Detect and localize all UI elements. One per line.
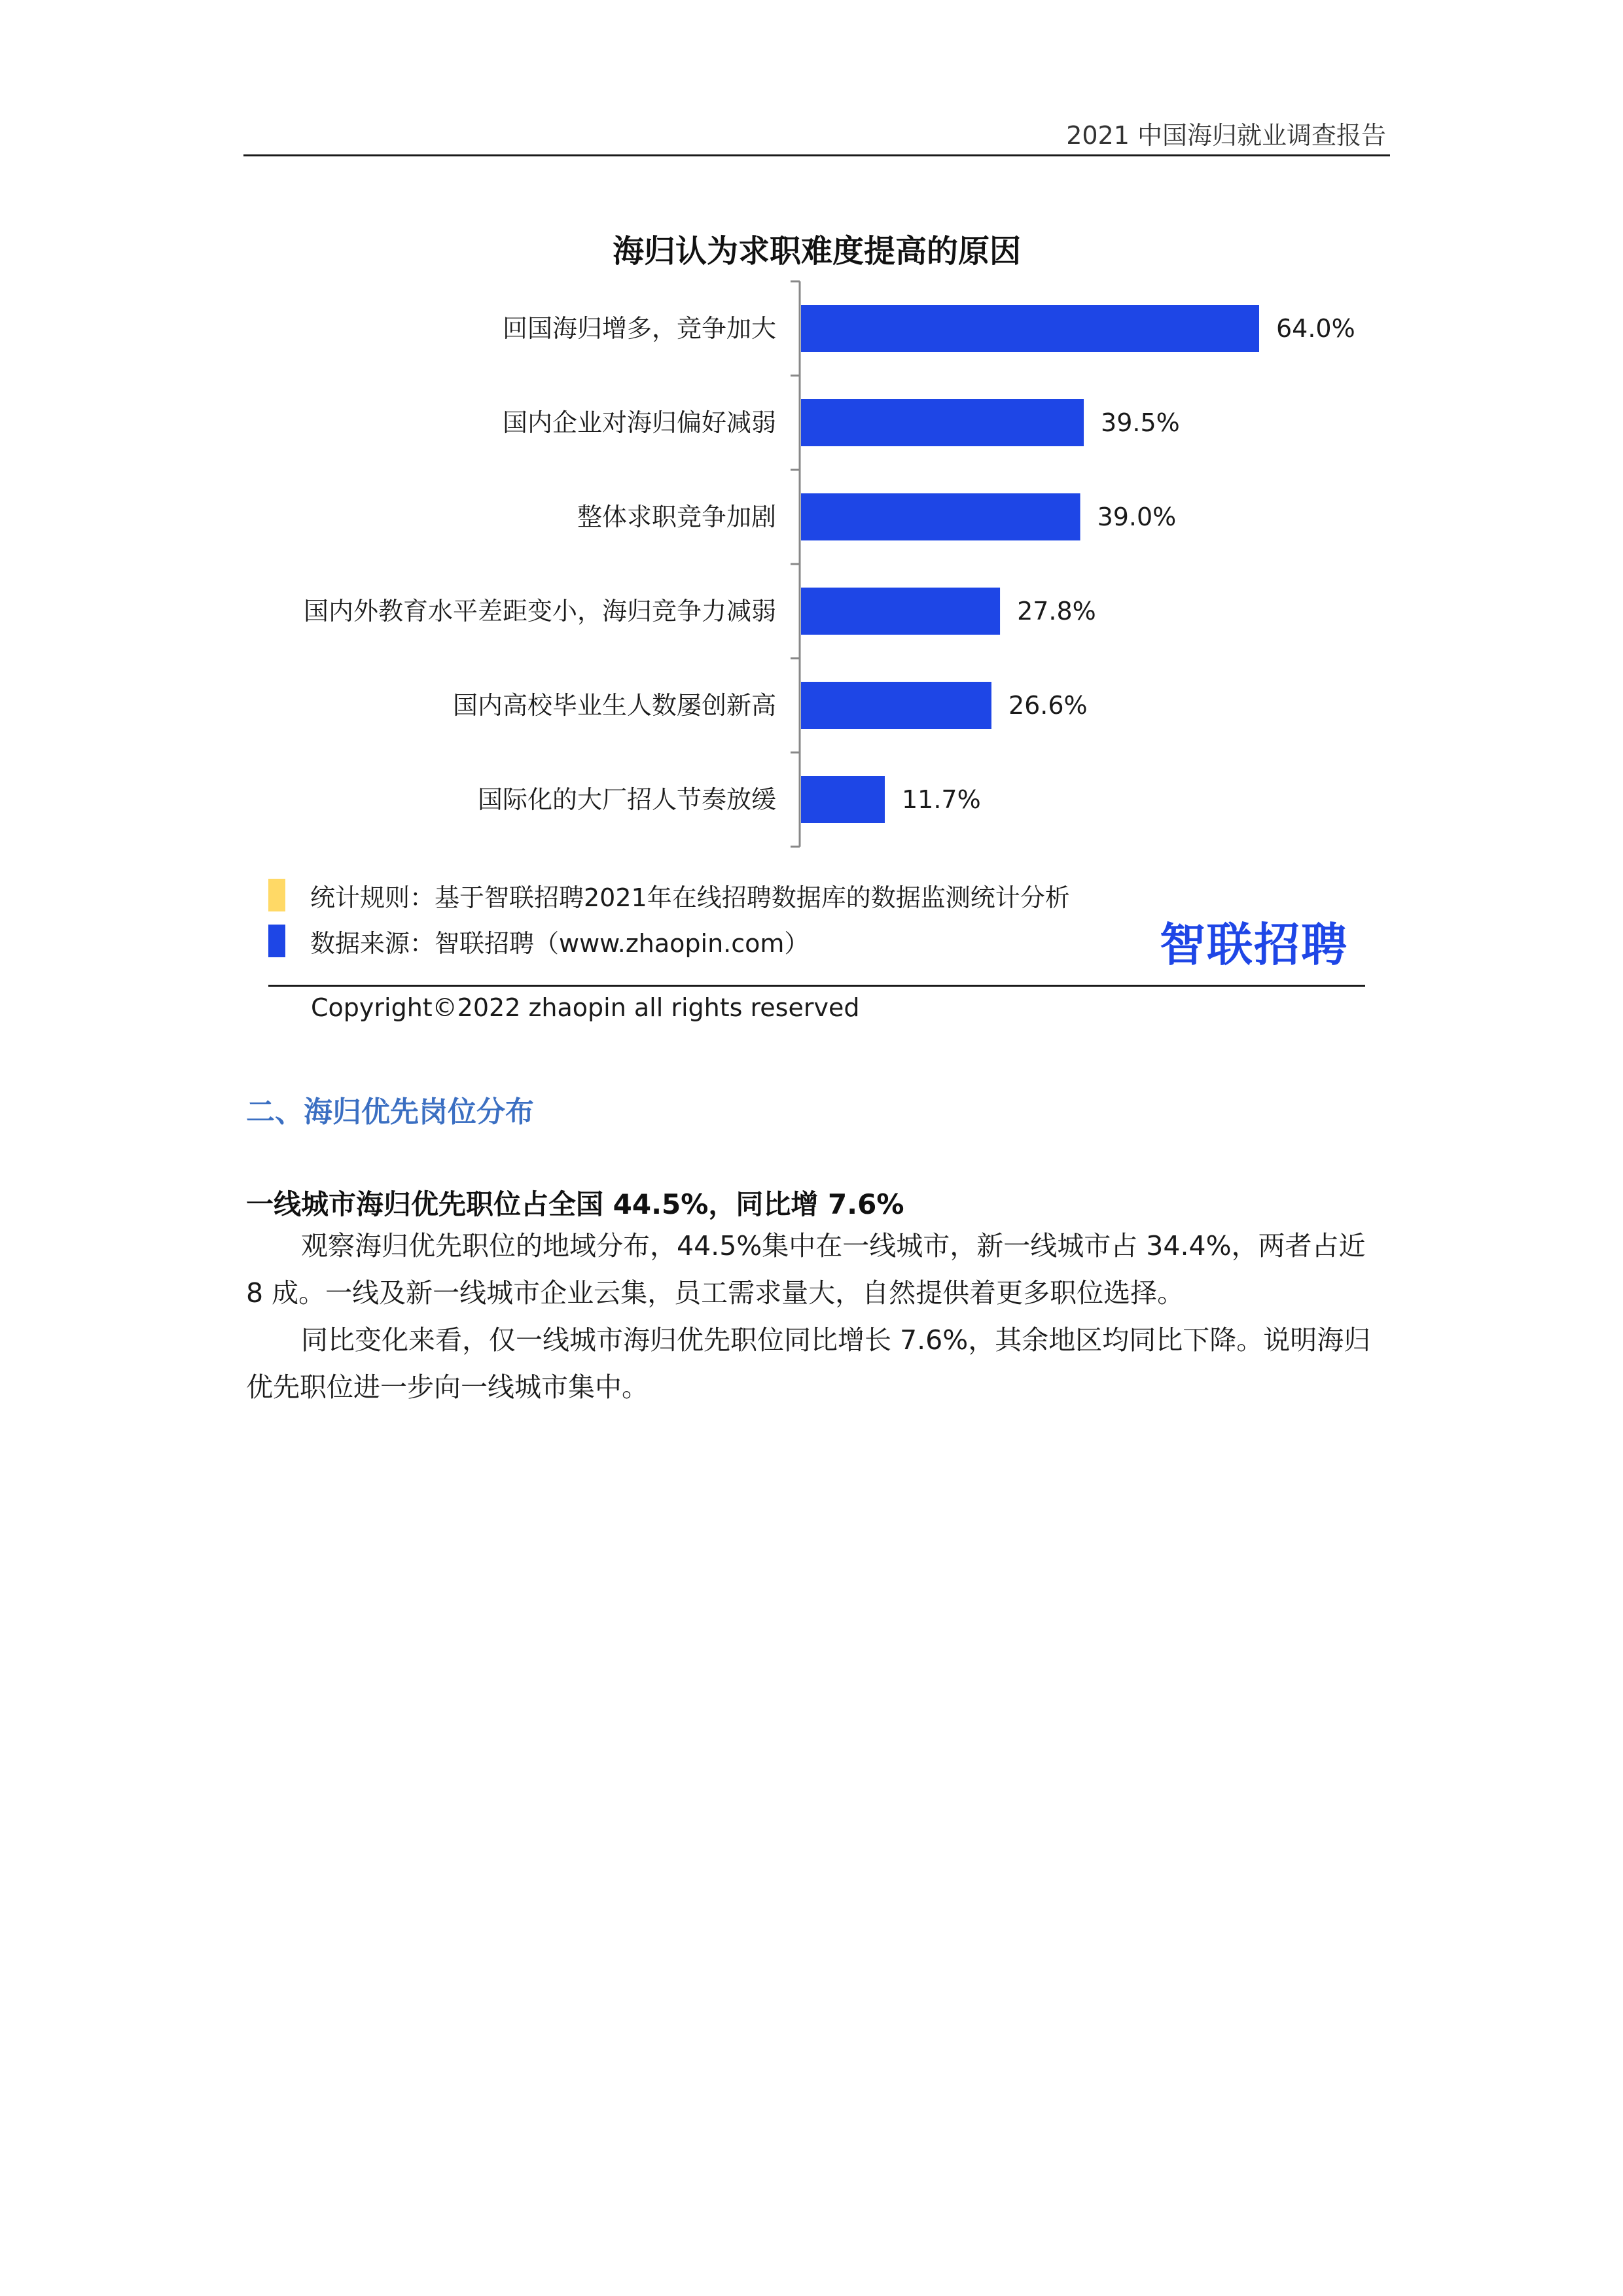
value-label: 27.8% — [1017, 597, 1096, 626]
category-label: 回国海归增多，竞争加大 — [502, 314, 776, 343]
bar — [801, 588, 1000, 635]
bar-chart — [0, 0, 1623, 864]
legend-text-source: 数据来源：智联招聘（www.zhaopin.com） — [310, 928, 810, 958]
value-label: 39.5% — [1101, 408, 1180, 437]
paragraph-2: 同比变化来看，仅一线城市海归优先职位同比增长 7.6%，其余地区均同比下降。说明海归优先职位进一步向一线城市集中。 — [246, 1324, 1371, 1403]
bar — [801, 493, 1080, 540]
sub-heading: 一线城市海归优先职位占全国 44.5%，同比增 7.6% — [246, 1188, 904, 1220]
zhaopin-logo: 智联招聘 — [1160, 918, 1348, 972]
legend-swatch-blue — [268, 925, 285, 957]
category-label: 国际化的大厂招人节奏放缓 — [477, 785, 776, 814]
chart-title: 海归认为求职难度提高的原因 — [612, 233, 1021, 270]
category-label: 国内外教育水平差距变小，海归竞争力减弱 — [303, 597, 776, 626]
value-label: 39.0% — [1097, 503, 1177, 531]
bar — [801, 399, 1084, 446]
copyright-text: Copyright©2022 zhaopin all rights reserved — [311, 993, 860, 1022]
category-label: 国内企业对海归偏好减弱 — [502, 408, 776, 437]
value-label: 11.7% — [901, 785, 981, 814]
report-title: 2021 中国海归就业调查报告 — [1066, 121, 1386, 150]
legend-item-rule — [268, 875, 1070, 915]
legend-text-rule: 统计规则：基于智联招聘2021年在线招聘数据库的数据监测统计分析 — [310, 883, 1070, 912]
legend-item-source — [268, 921, 809, 961]
paragraph-1: 观察海归优先职位的地域分布，44.5%集中在一线城市，新一线城市占 34.4%，两者占近 8 成。一线及新一线城市企业云集，员工需求量大，自然提供着更多职位选择。 — [246, 1230, 1366, 1309]
bar — [801, 305, 1259, 352]
value-label: 64.0% — [1276, 314, 1355, 343]
category-label: 整体求职竞争加剧 — [577, 503, 776, 531]
legend-divider — [268, 985, 1365, 987]
value-label: 26.6% — [1008, 691, 1088, 720]
bar — [801, 682, 991, 729]
bar — [801, 776, 885, 823]
section-heading: 二、海归优先岗位分布 — [246, 1095, 534, 1129]
legend-swatch-yellow — [268, 879, 285, 911]
category-label: 国内高校毕业生人数屡创新高 — [452, 691, 776, 720]
